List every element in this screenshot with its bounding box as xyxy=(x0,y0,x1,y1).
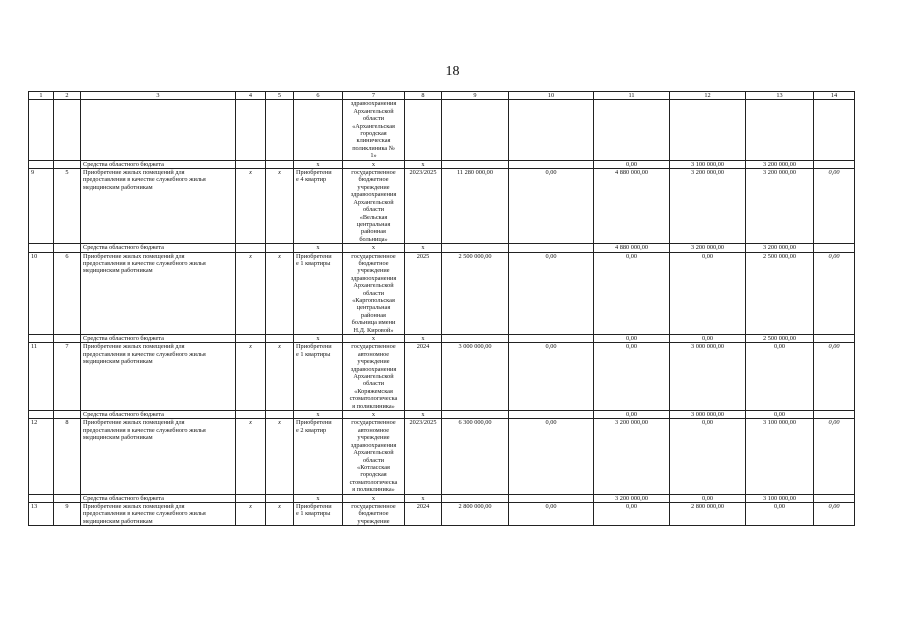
amount-cell: 0,00 xyxy=(670,419,746,494)
empty-cell xyxy=(814,335,855,343)
measure-name-line: Приобретение жилых помещений для xyxy=(83,419,185,427)
amount-cell: 4 880 000,00 xyxy=(594,169,670,244)
empty-cell xyxy=(29,160,54,168)
executor-cell-line: учреждение xyxy=(357,358,390,366)
program-row xyxy=(29,419,855,494)
measure-name xyxy=(81,343,236,411)
budget-subtotal-row xyxy=(29,494,855,502)
executor-cell-line: я поликлиника» xyxy=(352,402,395,410)
result-cell-line: Приобретени xyxy=(296,502,332,510)
x-mark: х xyxy=(236,169,266,244)
amount-cell: 3 000 000,00 xyxy=(670,411,746,419)
x-mark: х xyxy=(266,419,294,494)
result-cell xyxy=(294,343,343,411)
executor-cell-line: центральная xyxy=(356,304,391,312)
amount-cell: 3 100 000,00 xyxy=(670,160,746,168)
executor-cell xyxy=(343,343,405,411)
empty-cell xyxy=(29,335,54,343)
empty-cell xyxy=(670,100,746,160)
program-row xyxy=(29,169,855,244)
executor-cell-line: поликлиника № xyxy=(352,144,395,152)
executor-cell-line: области xyxy=(362,456,385,464)
empty-cell xyxy=(54,100,81,160)
row-number: 13 xyxy=(29,502,54,525)
executor-cell xyxy=(343,419,405,494)
result-cell-line: е 4 квартир xyxy=(296,176,327,184)
x-mark: х xyxy=(405,244,442,252)
amount-cell: 0,00 xyxy=(670,494,746,502)
empty-cell xyxy=(442,335,509,343)
result-cell-line: е 1 квартиры xyxy=(296,510,331,518)
empty-cell xyxy=(54,494,81,502)
executor-cell-line: «Коряжемская xyxy=(354,387,393,395)
x-mark: х xyxy=(343,160,405,168)
column-number-2: 2 xyxy=(54,92,81,100)
budget-source-label: Средства областного бюджета xyxy=(81,335,236,343)
column-number-1: 1 xyxy=(29,92,54,100)
empty-cell xyxy=(814,160,855,168)
executor-cell-line: бюджетное xyxy=(358,510,389,518)
empty-cell xyxy=(442,494,509,502)
empty-cell xyxy=(29,411,54,419)
amount-cell: 0,00 xyxy=(509,502,594,525)
x-mark: х xyxy=(343,244,405,252)
amount-cell: 3 200 000,00 xyxy=(594,419,670,494)
executor-cell-line: государственное xyxy=(351,419,396,427)
executor-cell-line: бюджетное xyxy=(358,259,389,267)
row-number: 11 xyxy=(29,343,54,411)
amount-cell: 0,00 xyxy=(509,252,594,334)
executor-cell-line: области xyxy=(362,380,385,388)
empty-cell xyxy=(236,335,266,343)
executor-cell-line: «Архангельская xyxy=(352,122,395,130)
amount-cell: 3 200 000,00 xyxy=(746,244,814,252)
empty-cell xyxy=(29,100,54,160)
empty-cell xyxy=(294,100,343,160)
empty-cell xyxy=(509,411,594,419)
amount-cell: 2 800 000,00 xyxy=(442,502,509,525)
column-number-10: 10 xyxy=(509,92,594,100)
measure-name-line: предоставления в качестве служебного жилья xyxy=(83,510,206,518)
measure-name-line: Приобретение жилых помещений для xyxy=(83,252,185,260)
empty-cell xyxy=(266,335,294,343)
empty-cell xyxy=(266,100,294,160)
executor-cell-line: учреждение xyxy=(357,267,390,275)
empty-cell xyxy=(509,494,594,502)
page-number: 18 xyxy=(445,64,460,79)
executor-cell-line: Архангельской xyxy=(353,198,394,206)
executor-cell-line: учреждение xyxy=(357,517,390,525)
executor-cell-line: 1» xyxy=(370,152,377,160)
executor-cell-line: здравоохранения xyxy=(350,365,397,373)
executor-cell-line: стоматологическа xyxy=(349,395,398,403)
measure-name-line: Приобретение жилых помещений для xyxy=(83,169,185,177)
column-number-14: 14 xyxy=(814,92,855,100)
empty-cell xyxy=(266,244,294,252)
budget-subtotal-row xyxy=(29,160,855,168)
executor-cell-line: учреждение xyxy=(357,183,390,191)
empty-cell xyxy=(266,411,294,419)
measure-name-line: Приобретение жилых помещений для xyxy=(83,502,185,510)
budget-source-label: Средства областного бюджета xyxy=(81,494,236,502)
result-cell-line: Приобретени xyxy=(296,252,332,260)
amount-cell: 2 800 000,00 xyxy=(670,502,746,525)
empty-cell xyxy=(54,244,81,252)
empty-cell xyxy=(814,100,855,160)
executor-cell-line: учреждение xyxy=(357,434,390,442)
period-cell: 2024 xyxy=(405,502,442,525)
executor-cell-line: Архангельской xyxy=(353,449,394,457)
budget-subtotal-row xyxy=(29,244,855,252)
result-cell xyxy=(294,419,343,494)
executor-cell-line: Архангельской xyxy=(353,282,394,290)
measure-name xyxy=(81,419,236,494)
row-number: 9 xyxy=(29,169,54,244)
period-cell: 2023/2025 xyxy=(405,419,442,494)
executor-cell-line: городская xyxy=(360,130,387,138)
measure-name-line: медицинским работникам xyxy=(83,358,153,366)
amount-cell: 0,00 xyxy=(594,160,670,168)
empty-cell xyxy=(266,494,294,502)
executor-cell-line: области xyxy=(362,206,385,214)
amount-cell: 3 100 000,00 xyxy=(746,494,814,502)
result-cell-line: е 2 квартир xyxy=(296,426,327,434)
measure-name-line: предоставления в качестве служебного жилья xyxy=(83,350,206,358)
x-mark: х xyxy=(405,160,442,168)
x-mark: х xyxy=(266,252,294,334)
column-number-6: 6 xyxy=(294,92,343,100)
program-table xyxy=(28,91,855,526)
executor-cell-line: государственное xyxy=(351,169,396,177)
empty-cell xyxy=(54,335,81,343)
measure-name-line: медицинским работникам xyxy=(83,267,153,275)
result-cell-line: е 1 квартиры xyxy=(296,350,331,358)
amount-cell: 0,00 xyxy=(594,343,670,411)
x-mark: х xyxy=(405,411,442,419)
amount-cell: 3 100 000,00 xyxy=(746,419,814,494)
empty-cell xyxy=(236,494,266,502)
executor-cell-line: государственное xyxy=(351,502,396,510)
budget-source-label: Средства областного бюджета xyxy=(81,411,236,419)
column-number-4: 4 xyxy=(236,92,266,100)
amount-cell: 0,00 xyxy=(594,411,670,419)
amount-cell: 2 500 000,00 xyxy=(746,252,814,334)
measure-name-line: предоставления в качестве служебного жилья xyxy=(83,259,206,267)
amount-cell: 0,00 xyxy=(814,502,855,525)
column-number-12: 12 xyxy=(670,92,746,100)
executor-cell-line: области xyxy=(362,289,385,297)
empty-cell xyxy=(81,100,236,160)
budget-subtotal-row xyxy=(29,335,855,343)
executor-cell-line: клиническая xyxy=(356,137,391,145)
sub-number: 9 xyxy=(54,502,81,525)
empty-cell xyxy=(509,335,594,343)
amount-cell: 6 300 000,00 xyxy=(442,419,509,494)
x-mark: х xyxy=(343,494,405,502)
column-number-row xyxy=(29,92,855,100)
amount-cell: 3 200 000,00 xyxy=(746,160,814,168)
amount-cell: 0,00 xyxy=(814,343,855,411)
executor-cell xyxy=(343,100,405,160)
executor-cell-line: Архангельской xyxy=(353,107,394,115)
executor-cell-line: автономное xyxy=(357,350,390,358)
x-mark: х xyxy=(294,244,343,252)
executor-cell-line: районная xyxy=(361,228,386,236)
executor-cell-line: «Каргопольская xyxy=(352,296,395,304)
x-mark: х xyxy=(266,169,294,244)
executor-cell-line: «Вельская xyxy=(359,213,388,221)
amount-cell: 0,00 xyxy=(509,343,594,411)
measure-name-line: предоставления в качестве служебного жилья xyxy=(83,426,206,434)
empty-cell xyxy=(509,160,594,168)
empty-cell xyxy=(442,244,509,252)
empty-cell xyxy=(814,411,855,419)
measure-name xyxy=(81,252,236,334)
sub-number: 6 xyxy=(54,252,81,334)
measure-name-line: Приобретение жилых помещений для xyxy=(83,343,185,351)
result-cell-line: Приобретени xyxy=(296,169,332,177)
sub-number: 7 xyxy=(54,343,81,411)
program-row xyxy=(29,502,855,525)
executor-cell-line: автономное xyxy=(357,426,390,434)
amount-cell: 3 200 000,00 xyxy=(670,244,746,252)
executor-cell xyxy=(343,169,405,244)
empty-cell xyxy=(236,160,266,168)
executor-cell-line: бюджетное xyxy=(358,176,389,184)
x-mark: х xyxy=(236,419,266,494)
amount-cell: 2 500 000,00 xyxy=(746,335,814,343)
measure-name-line: медицинским работникам xyxy=(83,183,153,191)
row-number: 10 xyxy=(29,252,54,334)
x-mark: х xyxy=(405,494,442,502)
x-mark: х xyxy=(294,160,343,168)
period-cell: 2025 xyxy=(405,252,442,334)
column-number-8: 8 xyxy=(405,92,442,100)
program-row xyxy=(29,343,855,411)
executor-cell xyxy=(343,252,405,334)
empty-cell xyxy=(29,494,54,502)
x-mark: х xyxy=(405,335,442,343)
amount-cell: 0,00 xyxy=(509,169,594,244)
amount-cell: 2 500 000,00 xyxy=(442,252,509,334)
amount-cell: 0,00 xyxy=(509,419,594,494)
empty-cell xyxy=(236,411,266,419)
empty-cell xyxy=(746,100,814,160)
amount-cell: 0,00 xyxy=(814,169,855,244)
empty-cell xyxy=(509,244,594,252)
executor-cell-line: больница» xyxy=(359,235,388,243)
empty-cell xyxy=(442,160,509,168)
amount-cell: 3 000 000,00 xyxy=(442,343,509,411)
x-mark: х xyxy=(236,252,266,334)
column-number-11: 11 xyxy=(594,92,670,100)
amount-cell: 0,00 xyxy=(670,335,746,343)
x-mark: х xyxy=(294,335,343,343)
empty-cell xyxy=(54,411,81,419)
amount-cell: 3 000 000,00 xyxy=(670,343,746,411)
executor-cell-line: Архангельской xyxy=(353,373,394,381)
executor-cell-line: государственное xyxy=(351,252,396,260)
empty-cell xyxy=(236,100,266,160)
executor-cell-line: здравоохранения xyxy=(350,274,397,282)
amount-cell: 0,00 xyxy=(746,502,814,525)
empty-cell xyxy=(814,244,855,252)
amount-cell: 0,00 xyxy=(746,343,814,411)
empty-cell xyxy=(594,100,670,160)
period-cell: 2023/2025 xyxy=(405,169,442,244)
measure-name xyxy=(81,502,236,525)
measure-name-line: медицинским работникам xyxy=(83,434,153,442)
amount-cell: 0,00 xyxy=(594,335,670,343)
measure-name xyxy=(81,169,236,244)
executor-cell-line: здравоохранения xyxy=(350,441,397,449)
program-row xyxy=(29,252,855,334)
amount-cell: 3 200 000,00 xyxy=(746,169,814,244)
x-mark: х xyxy=(236,502,266,525)
empty-cell xyxy=(236,244,266,252)
column-number-9: 9 xyxy=(442,92,509,100)
measure-name-line: предоставления в качестве служебного жилья xyxy=(83,176,206,184)
continuation-row xyxy=(29,100,855,160)
measure-name-line: медицинским работникам xyxy=(83,517,153,525)
empty-cell xyxy=(405,100,442,160)
executor-cell-line: здравоохранения xyxy=(350,100,397,108)
column-number-7: 7 xyxy=(343,92,405,100)
sub-number: 5 xyxy=(54,169,81,244)
amount-cell: 0,00 xyxy=(814,419,855,494)
empty-cell xyxy=(442,411,509,419)
x-mark: х xyxy=(294,411,343,419)
executor-cell-line: стоматологическа xyxy=(349,478,398,486)
empty-cell xyxy=(29,244,54,252)
column-number-5: 5 xyxy=(266,92,294,100)
row-number: 12 xyxy=(29,419,54,494)
budget-source-label: Средства областного бюджета xyxy=(81,160,236,168)
period-cell: 2024 xyxy=(405,343,442,411)
amount-cell: 0,00 xyxy=(594,502,670,525)
x-mark: х xyxy=(236,343,266,411)
result-cell xyxy=(294,502,343,525)
result-cell-line: е 1 квартиры xyxy=(296,259,331,267)
amount-cell: 0,00 xyxy=(746,411,814,419)
x-mark: х xyxy=(343,411,405,419)
executor-cell-line: районная xyxy=(361,311,386,319)
result-cell xyxy=(294,169,343,244)
empty-cell xyxy=(509,100,594,160)
amount-cell: 4 880 000,00 xyxy=(594,244,670,252)
result-cell-line: Приобретени xyxy=(296,419,332,427)
empty-cell xyxy=(266,160,294,168)
executor-cell-line: «Котласская xyxy=(357,463,390,471)
executor-cell-line: центральная xyxy=(356,220,391,228)
executor-cell-line: государственное xyxy=(351,343,396,351)
executor-cell-line: Н.Д. Кировой» xyxy=(353,326,394,334)
amount-cell: 0,00 xyxy=(594,252,670,334)
executor-cell-line: я поликлиника» xyxy=(352,486,395,494)
table-body xyxy=(29,92,855,526)
amount-cell: 3 200 000,00 xyxy=(594,494,670,502)
budget-subtotal-row xyxy=(29,411,855,419)
executor-cell-line: области xyxy=(362,115,385,123)
empty-cell xyxy=(54,160,81,168)
executor-cell-line: больница имени xyxy=(351,319,396,327)
executor-cell xyxy=(343,502,405,525)
result-cell-line: Приобретени xyxy=(296,343,332,351)
empty-cell xyxy=(442,100,509,160)
result-cell xyxy=(294,252,343,334)
x-mark: х xyxy=(266,343,294,411)
executor-cell-line: здравоохранения xyxy=(350,191,397,199)
sub-number: 8 xyxy=(54,419,81,494)
x-mark: х xyxy=(343,335,405,343)
column-number-13: 13 xyxy=(746,92,814,100)
amount-cell: 0,00 xyxy=(814,252,855,334)
amount-cell: 11 280 000,00 xyxy=(442,169,509,244)
x-mark: х xyxy=(294,494,343,502)
budget-source-label: Средства областного бюджета xyxy=(81,244,236,252)
amount-cell: 3 200 000,00 xyxy=(670,169,746,244)
empty-cell xyxy=(814,494,855,502)
column-number-3: 3 xyxy=(81,92,236,100)
executor-cell-line: городская xyxy=(360,471,387,479)
amount-cell: 0,00 xyxy=(670,252,746,334)
x-mark: х xyxy=(266,502,294,525)
